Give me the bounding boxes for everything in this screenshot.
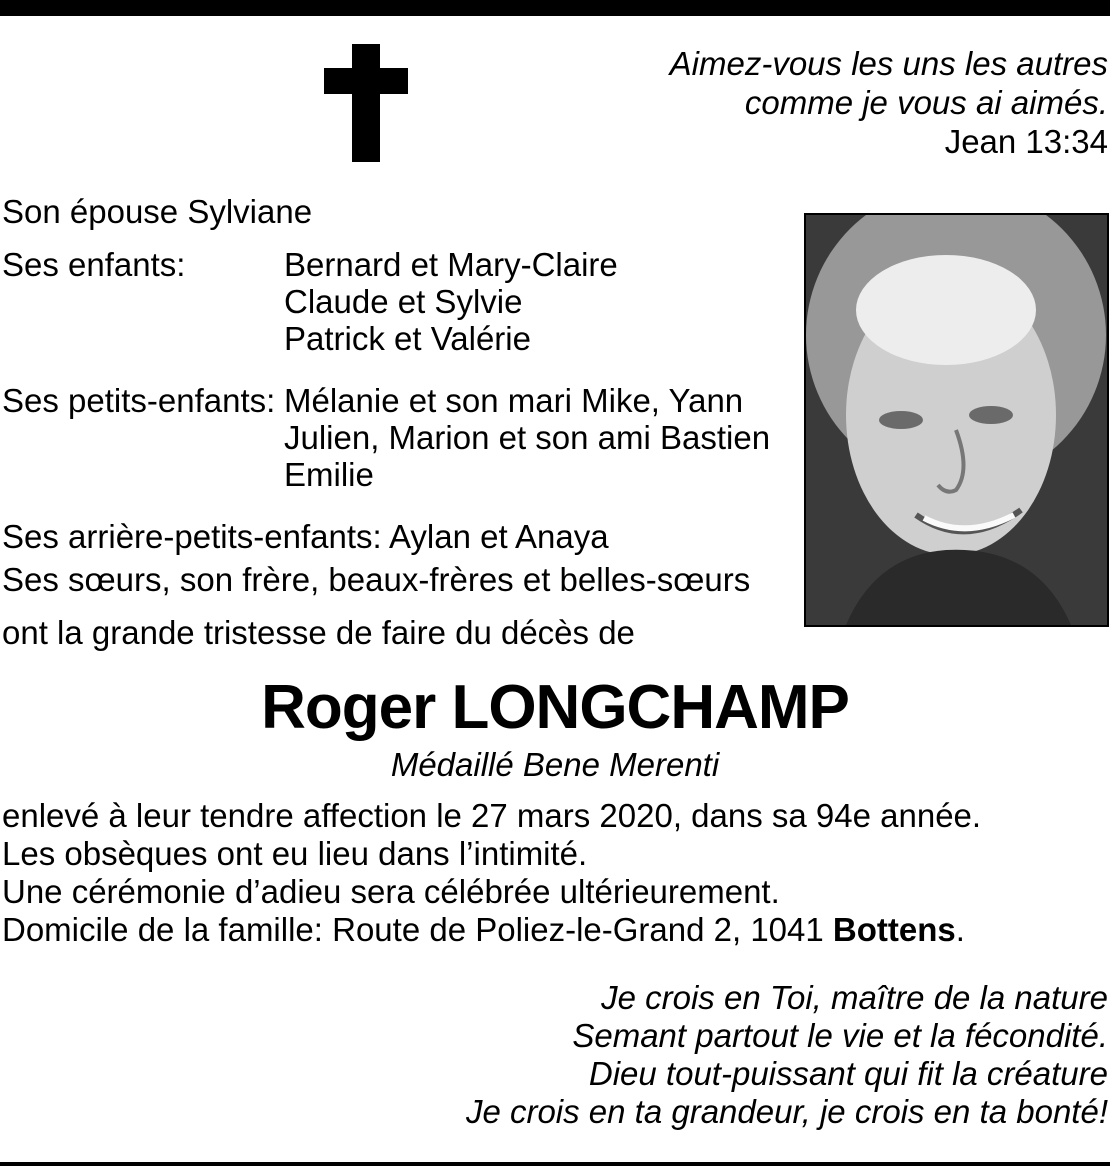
grandchildren-list — [284, 382, 770, 493]
deceased-distinction: Médaillé Bene Merenti — [390, 746, 720, 783]
top-quote-line-2: comme je vous ai aimés. — [744, 84, 1108, 121]
portrait-icon — [806, 215, 1107, 625]
child-entry: Patrick et Valérie — [284, 320, 531, 357]
details-line-4 — [2, 911, 981, 949]
grandchild-entry: Mélanie et son mari Mike, Yann — [284, 382, 744, 419]
child-entry: Bernard et Mary-Claire — [284, 246, 618, 283]
child-entry: Claude et Sylvie — [284, 283, 523, 320]
great-grandchildren-line: Ses arrière-petits-enfants: Aylan et Anaya — [2, 518, 609, 555]
address-text: Domicile de la famille: Route de Poliez-le-Grand 2, 1041 — [2, 911, 833, 948]
children-list — [284, 246, 618, 357]
siblings-line: Ses sœurs, son frère, beaux-frères et belles-sœurs — [2, 561, 751, 598]
deceased-portrait-photo — [804, 213, 1109, 627]
bottom-rule — [0, 1162, 1110, 1166]
poem-line: Je crois en ta grandeur, je crois en ta bonté! — [465, 1093, 1108, 1130]
details-line-3: Une cérémonie d’adieu sera célébrée ultérieurement. — [2, 873, 780, 910]
grandchild-entry: Julien, Marion et son ami Bastien — [284, 419, 771, 456]
poem-line: Semant partout le vie et la fécondité. — [572, 1017, 1108, 1054]
details-block — [2, 797, 981, 949]
top-quote — [670, 44, 1108, 161]
grandchildren-label: Ses petits-enfants: — [2, 382, 276, 419]
details-line-2: Les obsèques ont eu lieu dans l’intimité. — [2, 835, 588, 872]
town-name: Bottens — [832, 911, 956, 948]
grandchild-entry: Emilie — [284, 456, 374, 493]
children-label: Ses enfants: — [2, 246, 186, 283]
poem-line: Je crois en Toi, maître de la nature — [601, 979, 1108, 1016]
top-quote-reference: Jean 13:34 — [944, 123, 1108, 160]
spouse-line: Son épouse Sylviane — [2, 193, 313, 230]
cross-icon — [324, 44, 408, 162]
poem-line: Dieu tout-puissant qui fit la créature — [588, 1055, 1108, 1092]
details-line-1: enlevé à leur tendre affection le 27 mars 2020, dans sa 94e année. — [2, 797, 982, 834]
top-quote-line-1: Aimez-vous les uns les autres — [669, 45, 1108, 82]
announcement-line: ont la grande tristesse de faire du décès de — [2, 614, 635, 651]
address-period: . — [955, 911, 965, 948]
closing-poem — [466, 979, 1108, 1131]
top-rule — [0, 0, 1110, 16]
deceased-name: Roger LONGCHAMP — [261, 673, 849, 742]
